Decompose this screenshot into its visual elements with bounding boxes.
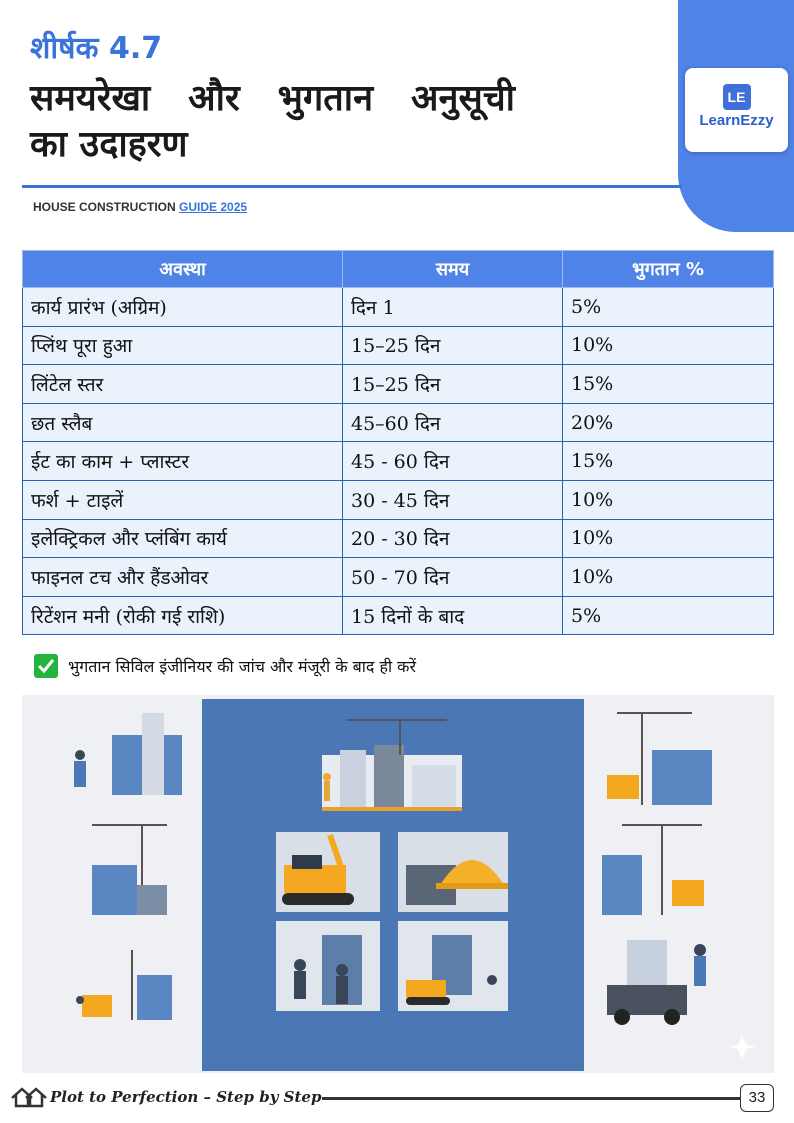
site-excavator-scene xyxy=(398,921,508,1011)
payment-cell: 15% xyxy=(563,442,774,481)
table-row xyxy=(23,288,774,327)
time-cell: 15 दिनों के बाद xyxy=(343,596,563,635)
payment-cell: 5% xyxy=(563,596,774,635)
table-row xyxy=(23,480,774,519)
table-row xyxy=(23,519,774,558)
section-label: शीर्षक 4.7 xyxy=(30,31,163,66)
guide-subtitle xyxy=(33,200,247,214)
stage-cell: रिटेंशन मनी (रोकी गई राशि) xyxy=(23,596,343,635)
excavator-scene xyxy=(276,832,380,912)
payment-cell: 10% xyxy=(563,519,774,558)
construction-illustration xyxy=(22,695,774,1073)
time-cell: 15–25 दिन xyxy=(343,326,563,365)
payment-schedule-table xyxy=(22,250,774,635)
page-title-line-2: का उदाहरण xyxy=(30,124,188,165)
payment-cell: 20% xyxy=(563,403,774,442)
table-row xyxy=(23,558,774,597)
payment-cell: 10% xyxy=(563,480,774,519)
helmet-scene xyxy=(398,832,508,912)
stage-cell: इलेक्ट्रिकल और प्लंबिंग कार्य xyxy=(23,519,343,558)
approval-note xyxy=(34,654,416,678)
table-row xyxy=(23,365,774,404)
logo-text: LearnEzzy xyxy=(699,112,774,129)
table-row xyxy=(23,596,774,635)
footer-divider xyxy=(322,1097,740,1100)
page-number: 33 xyxy=(740,1084,774,1112)
page-title xyxy=(30,76,515,168)
subtitle-link[interactable]: GUIDE 2025 xyxy=(179,200,248,214)
engineers-scene xyxy=(276,921,380,1011)
stage-cell: प्लिंथ पूरा हुआ xyxy=(23,326,343,365)
time-cell: 15–25 दिन xyxy=(343,365,563,404)
time-cell: 50 - 70 दिन xyxy=(343,558,563,597)
table-row xyxy=(23,403,774,442)
table-row xyxy=(23,442,774,481)
payment-cell: 5% xyxy=(563,288,774,327)
payment-cell: 15% xyxy=(563,365,774,404)
footer-tagline: Plot to Perfection – Step by Step xyxy=(50,1088,322,1106)
stage-cell: फर्श + टाइलें xyxy=(23,480,343,519)
time-cell: 45–60 दिन xyxy=(343,403,563,442)
column-header: भुगतान % xyxy=(563,251,774,288)
stage-cell: लिंटेल स्तर xyxy=(23,365,343,404)
stage-cell: ईट का काम + प्लास्टर xyxy=(23,442,343,481)
time-cell: 45 - 60 दिन xyxy=(343,442,563,481)
learnezzy-logo xyxy=(685,68,788,152)
stage-cell: फाइनल टच और हैंडओवर xyxy=(23,558,343,597)
page-title-line-1: समयरेखा और भुगतान अनुसूची xyxy=(30,78,515,119)
time-cell: 20 - 30 दिन xyxy=(343,519,563,558)
payment-cell: 10% xyxy=(563,326,774,365)
time-cell: 30 - 45 दिन xyxy=(343,480,563,519)
payment-cell: 10% xyxy=(563,558,774,597)
column-header: अवस्था xyxy=(23,251,343,288)
title-divider xyxy=(22,185,682,188)
approval-note-text: भुगतान सिविल इंजीनियर की जांच और मंजूरी के बाद ही करें xyxy=(68,657,417,676)
time-cell: दिन 1 xyxy=(343,288,563,327)
subtitle-prefix: HOUSE CONSTRUCTION xyxy=(33,200,176,214)
checkmark-icon xyxy=(34,654,58,678)
table-header-row xyxy=(23,251,774,288)
table-row xyxy=(23,326,774,365)
stage-cell: छत स्लैब xyxy=(23,403,343,442)
house-icon xyxy=(10,1086,48,1108)
column-header: समय xyxy=(343,251,563,288)
logo-mark: LE xyxy=(723,84,751,110)
stage-cell: कार्य प्रारंभ (अग्रिम) xyxy=(23,288,343,327)
